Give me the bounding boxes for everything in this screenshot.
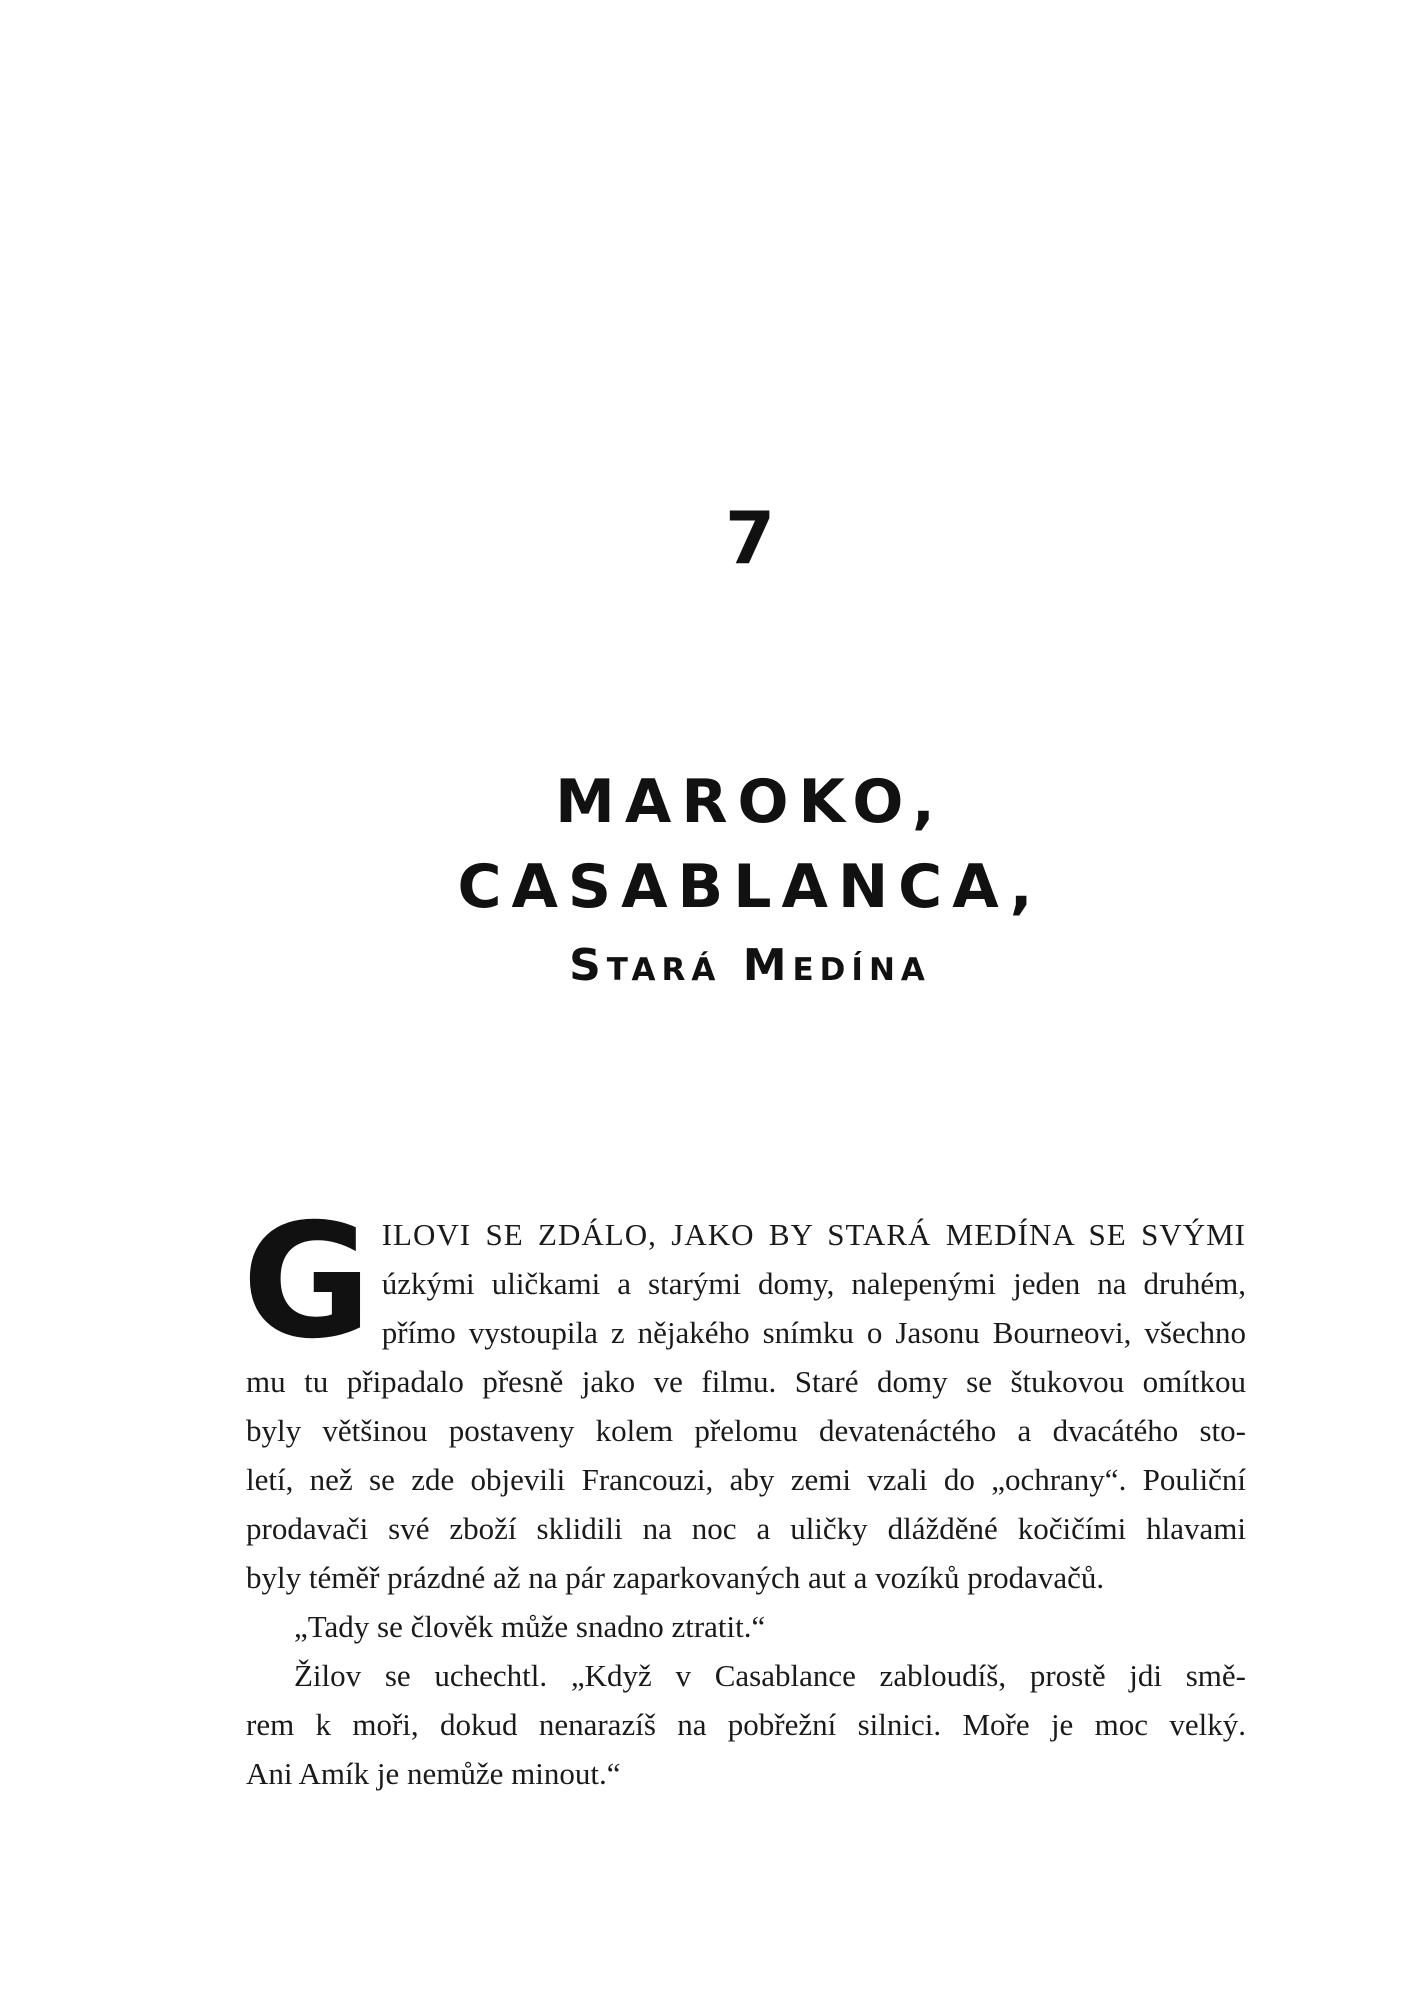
text-line: byly téměř prázdné až na pár zaparkovaných aut a vozíků prodavačů. <box>246 1560 1105 1595</box>
text-line: Žilov se uchechtl. „Když v Casablance zabloudíš, prostě jdi smě- <box>294 1658 1246 1693</box>
text-line: prodavači své zboží sklidili na noc a uličky dlážděné kočičími hlavami <box>246 1511 1246 1546</box>
chapter-title-line-1: MAROKO, <box>555 767 945 837</box>
text-line: letí, než se zde objevili Francouzi, aby zemi vzali do „ochrany“. Pouliční <box>246 1462 1246 1497</box>
chapter-subtitle: Stará Medína <box>569 940 931 991</box>
text-line: Ani Amík je nemůže minout.“ <box>246 1756 621 1791</box>
text-line: přímo vystoupila z nějakého snímku o Jasonu Bourneovi, všechno <box>381 1315 1246 1350</box>
chapter-number: 7 <box>724 496 776 580</box>
text-line: byly většinou postaveny kolem přelomu devatenáctého a dvacátého sto- <box>246 1413 1246 1448</box>
paragraph-2 <box>246 1602 1246 1651</box>
text-line: mu tu připadalo přesně jako ve filmu. Staré domy se štukovou omítkou <box>246 1364 1246 1399</box>
chapter-body-text <box>242 1190 1246 1798</box>
paragraph-1 <box>242 1190 1246 1602</box>
text-line: úzkými uličkami a starými domy, nalepenými jeden na druhém, <box>381 1266 1246 1301</box>
text-line: rem k moři, dokud nenarazíš na pobřežní silnici. Moře je moc velký. <box>246 1707 1246 1742</box>
chapter-title-line-2: CASABLANCA, <box>457 852 1043 922</box>
dialogue-line: „Tady se člověk může snadno ztratit.“ <box>294 1609 766 1644</box>
paragraph-3 <box>246 1651 1246 1798</box>
drop-cap-letter: G <box>242 1190 372 1374</box>
text-line: ILOVI SE ZDÁLO, JAKO BY STARÁ MEDÍNA SE SVÝMI <box>381 1217 1246 1252</box>
